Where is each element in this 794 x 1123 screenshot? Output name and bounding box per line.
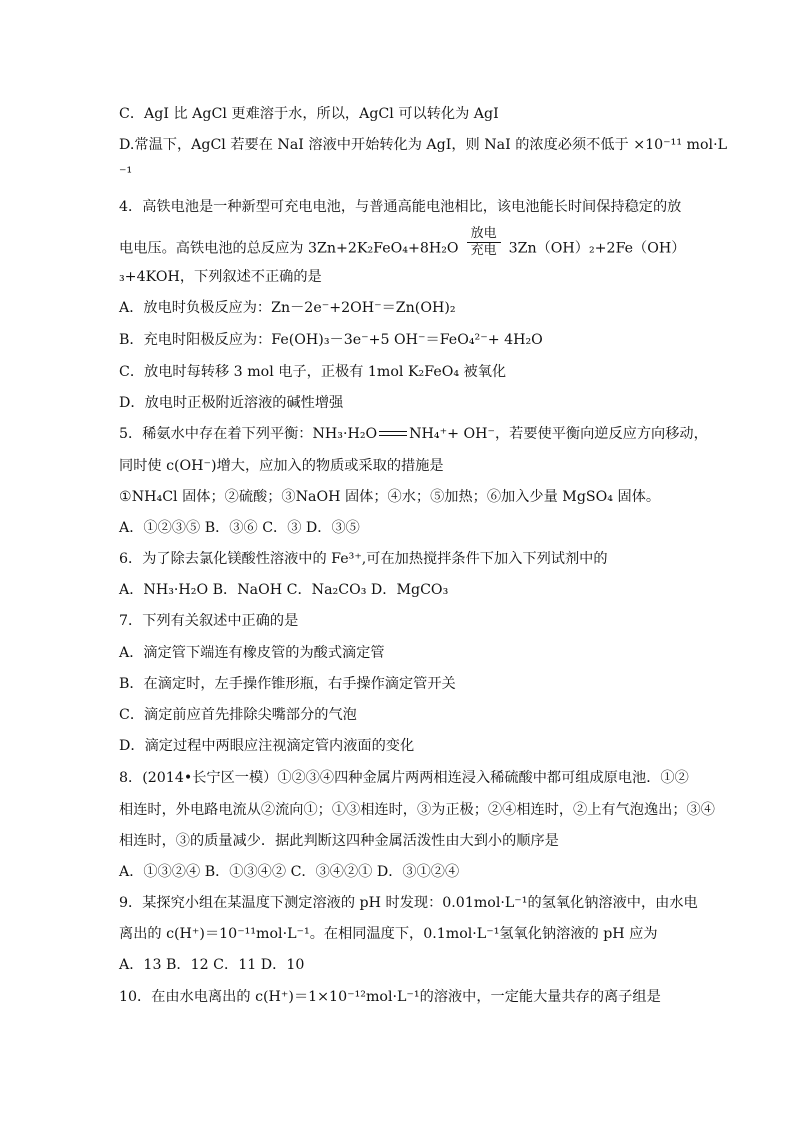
q4-option-c: C．放电时每转移 3 mol 电子，正极有 1mol K₂FeO₄ 被氧化: [119, 364, 507, 380]
q7-option-b: B．在滴定时，左手操作锥形瓶，右手操作滴定管开关: [119, 676, 456, 692]
q4-option-a: A．放电时负极反应为：Zn－2e⁻+2OH⁻＝Zn(OH)₂: [119, 300, 456, 316]
q8-options: A．①③②④ B．①③④② C．③④②① D．③①②④: [119, 864, 460, 880]
q7-option-a: A．滴定管下端连有橡皮管的为酸式滴定管: [119, 645, 385, 661]
q9-stem-line1: 9．某探究小组在某温度下测定溶液的 pH 时发现：0.01mol·L⁻¹的氢氧化钠溶液中，由水电: [119, 895, 698, 911]
q9-stem-line2: 离出的 c(H⁺)＝10⁻¹¹mol·L⁻¹。在相同温度下，0.1mol·L⁻¹氢氧化钠溶液的 pH 应为: [119, 926, 658, 942]
q3-option-d: D.常温下，AgCl 若要在 NaI 溶液中开始转化为 AgI，则 NaI 的浓度必须不低于 ×10⁻¹¹ mol·L: [119, 137, 728, 153]
q4-equation-left: 电电压。高铁电池的总反应为 3Zn+2K₂FeO₄+8H₂O: [119, 240, 459, 257]
reversible-arrow: [467, 226, 501, 259]
q8-stem-line2: 相连时，外电路电流从②流向①；①③相连时，③为正极；②④相连时，②上有气泡逸出；③④: [119, 802, 715, 818]
q4-stem-line3: ₃+4KOH，下列叙述不正确的是: [119, 269, 322, 285]
q4-equation-right: 3Zn（OH）₂+2Fe（OH）: [508, 240, 686, 257]
q10-stem: 10．在由水电离出的 c(H⁺)＝1×10⁻¹²mol·L⁻¹的溶液中，一定能大量共存的离子组是: [119, 989, 661, 1005]
arrow-label-charge: 充电: [470, 243, 497, 258]
q3-option-d-unit: ⁻¹: [119, 165, 133, 181]
q8-stem-line1: 8．(2014•长宁区一模）①②③④四种金属片两两相连浸入稀硫酸中都可组成原电池．①②: [119, 770, 689, 786]
q7-stem: 7．下列有关叙述中正确的是: [119, 613, 299, 629]
q6-options: A．NH₃·H₂O B．NaOH C．Na₂CO₃ D．MgCO₃: [119, 582, 449, 598]
q6-stem: 6．为了除去氯化镁酸性溶液中的 Fe³⁺,可在加热搅拌条件下加入下列试剂中的: [119, 551, 608, 567]
q5-stem-line2: 同时使 c(OH⁻)增大，应加入的物质或采取的措施是: [119, 458, 444, 474]
q4-stem-line2: [119, 226, 686, 265]
q4-option-b: B．充电时阳极反应为：Fe(OH)₃－3e⁻+5 OH⁻＝FeO₄²⁻+ 4H₂O: [119, 332, 543, 348]
q4-stem-line1: 4．高铁电池是一种新型可充电电池，与普通高能电池相比，该电池能长时间保持稳定的放: [119, 199, 682, 215]
q9-options: A．13 B．12 C．11 D．10: [119, 957, 305, 973]
arrow-label-discharge: 放电: [470, 226, 497, 241]
q5-options: A．①②③⑤ B．③⑥ C．③ D．③⑤: [119, 520, 360, 536]
q5-equation-left: 5．稀氨水中存在着下列平衡：NH₃·H₂O: [119, 426, 378, 442]
q5-stem-line3: ①NH₄Cl 固体；②硫酸；③NaOH 固体；④水；⑤加热；⑥加入少量 MgSO₄ 固体。: [119, 489, 661, 505]
q3-option-c: C．AgI 比 AgCl 更难溶于水，所以，AgCl 可以转化为 AgI: [119, 106, 499, 122]
q8-stem-line3: 相连时，③的质量减少．据此判断这四种金属活泼性由大到小的顺序是: [119, 833, 559, 849]
q4-option-d: D．放电时正极附近溶液的碱性增强: [119, 395, 344, 411]
equilibrium-arrow-icon: [379, 429, 407, 439]
q5-equation-right: NH₄⁺+ OH⁻，若要使平衡向逆反应方向移动，: [409, 426, 708, 442]
q7-option-c: C．滴定前应首先排除尖嘴部分的气泡: [119, 707, 357, 723]
q5-stem-line1: [119, 424, 708, 444]
q7-option-d: D．滴定过程中两眼应注视滴定管内液面的变化: [119, 738, 415, 754]
